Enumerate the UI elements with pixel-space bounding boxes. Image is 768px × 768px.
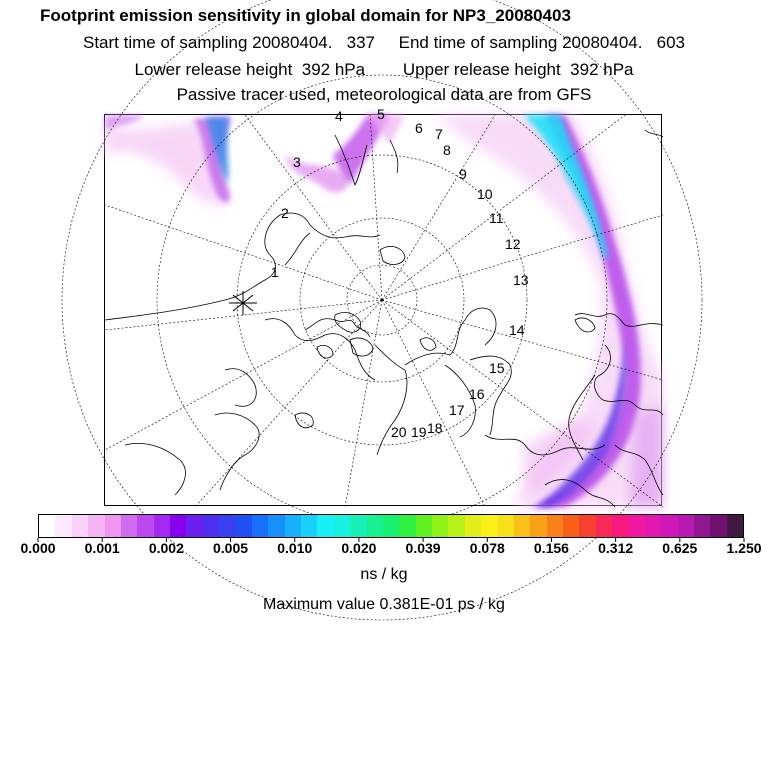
colorbar-swatch [432,515,448,537]
track-label: 15 [489,360,505,376]
colorbar-swatch [383,515,399,537]
release-location-marker [229,291,257,315]
colorbar-swatch [268,515,284,537]
track-label: 1 [271,264,279,280]
colorbar-tick-label: 0.002 [148,540,184,556]
track-label: 2 [281,205,289,221]
track-label: 11 [489,210,504,226]
colorbar-swatch [498,515,514,537]
sensitivity-plume-northwest [105,115,231,206]
track-label: 6 [415,120,423,136]
colorbar-tick-label: 1.250 [726,540,762,556]
colorbar-tick-label: 0.312 [598,540,634,556]
colorbar-swatch [350,515,366,537]
colorbar-swatch [55,515,71,537]
track-label: 19 [411,424,427,440]
sampling-time-line: Start time of sampling 20080404. 337 End time of sampling 20080404. 603 [83,33,685,52]
colorbar-swatch [105,515,121,537]
colorbar-swatch [530,515,546,537]
colorbar-tick-label: 0.020 [341,540,377,556]
colorbar-swatch [88,515,104,537]
colorbar-swatch [252,515,268,537]
maximum-value-text: Maximum value 0.381E-01 ps / kg [263,596,505,613]
colorbar-tick-label: 0.005 [213,540,249,556]
colorbar-swatch [301,515,317,537]
colorbar [38,514,744,538]
track-label: 7 [435,126,443,142]
track-label: 8 [443,142,451,158]
colorbar-swatch [334,515,350,537]
sensitivity-plume-north [285,115,405,192]
colorbar-swatch [579,515,595,537]
colorbar-swatch [170,515,186,537]
colorbar-tick-label: 0.010 [277,540,313,556]
colorbar-swatch [121,515,137,537]
polar-map-svg [105,106,663,507]
colorbar-swatch [547,515,563,537]
track-label: 16 [469,386,485,402]
colorbar-swatch [596,515,612,537]
track-label: 4 [335,108,343,124]
colorbar-swatch [219,515,235,537]
track-label: 10 [477,186,493,202]
colorbar-tick-label: 0.078 [469,540,505,556]
tracer-info-line: Passive tracer used, meteorological data are from GFS [176,85,592,104]
colorbar-tick-label: 0.000 [20,540,56,556]
colorbar-swatch [72,515,88,537]
arctic-islands [295,246,595,427]
colorbar-swatch [563,515,579,537]
colorbar-swatch [612,515,628,537]
colorbar-tick-label: 0.625 [662,540,698,556]
track-label: 5 [377,106,385,122]
colorbar-swatch [727,515,743,537]
map-title: Footprint emission sensitivity in global domain for NP3_20080403 [40,6,571,25]
polar-map [104,106,662,506]
track-label: 20 [391,424,407,440]
track-label: 14 [509,322,525,338]
track-label: 12 [505,236,521,252]
colorbar-swatch [448,515,464,537]
track-label: 9 [459,166,467,182]
colorbar-swatch [154,515,170,537]
colorbar-tick-label: 0.039 [405,540,441,556]
colorbar-swatch [629,515,645,537]
colorbar-swatch [678,515,694,537]
colorbar-swatch [645,515,661,537]
colorbar-swatch [236,515,252,537]
track-label: 3 [293,154,301,170]
colorbar-swatch [661,515,677,537]
colorbar-swatch [416,515,432,537]
track-label: 17 [449,402,465,418]
colorbar-swatch [694,515,710,537]
colorbar-swatch [481,515,497,537]
colorbar-tick-label: 0.156 [533,540,569,556]
track-label: 18 [427,420,443,436]
colorbar-swatch [399,515,415,537]
colorbar-swatch [39,515,55,537]
track-label: 13 [513,272,529,288]
colorbar-tick-label: 0.001 [84,540,120,556]
colorbar-swatch [367,515,383,537]
colorbar-swatch [186,515,202,537]
colorbar-swatch [514,515,530,537]
colorbar-swatch [203,515,219,537]
colorbar-swatch [285,515,301,537]
release-height-line: Lower release height 392 hPa Upper release height 392 hPa [134,60,634,79]
colorbar-swatch [465,515,481,537]
colorbar-swatch [317,515,333,537]
colorbar-units: ns / kg [360,566,408,583]
colorbar-swatch [137,515,153,537]
colorbar-swatch [710,515,726,537]
